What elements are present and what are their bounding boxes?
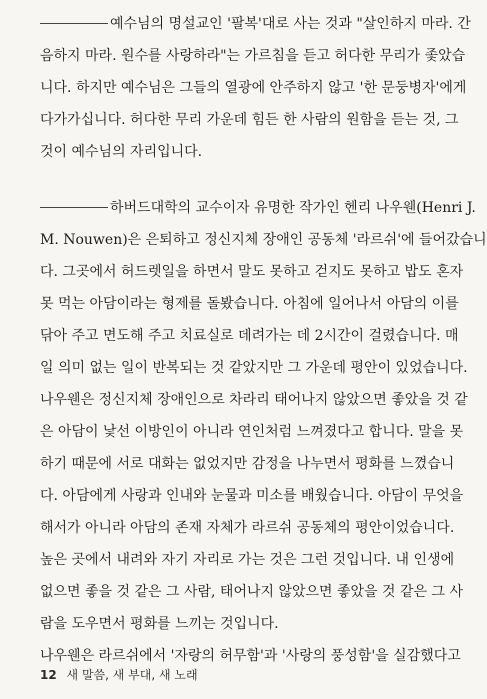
text-line: 못 먹는 아담이라는 형제를 돌봤습니다. 아침에 일어나서 아담의 이를	[40, 296, 459, 312]
paragraph-2	[40, 192, 487, 672]
text-line: 음하지 마라. 원수를 사랑하라"는 가르침을 듣고 허다한 무리가 좇았습	[40, 48, 466, 64]
text-line: 은 아담이 낯선 이방인이 아니라 연인처럼 느껴졌다고 합니다. 말을 못	[40, 424, 464, 440]
text-line: 다. 그곳에서 허드렛일을 하면서 말도 못하고 걷지도 못하고 밥도 혼자	[40, 264, 464, 280]
text-line: 높은 곳에서 내려와 자기 자리로 가는 것은 그런 것입니다. 내 인생에	[40, 552, 455, 568]
text-line: 일 의미 없는 일이 반복되는 것 같았지만 그 가운데 평안이 있었습니다.	[40, 360, 468, 376]
text-line: 예수님의 명설교인 '팔복'대로 사는 것과 "살인하지 마라. 간	[40, 8, 440, 40]
paragraph-1	[40, 8, 471, 168]
text-line: 없으면 좋을 것 같은 그 사람, 태어나지 않았으면 좋았을 것 같은 그 사	[40, 584, 463, 600]
text-line: M. Nouwen)은 은퇴하고 정신지체 장애인 공동체 '라르쉬'에 들어갔습니	[40, 232, 487, 248]
text-line: 다. 아담에게 사랑과 인내와 눈물과 미소를 배웠습니다. 아담이 무엇을	[40, 488, 464, 504]
text-line: 닦아 주고 면도해 주고 치료실로 데려가는 데 2시간이 걸렸습니다. 매	[40, 328, 459, 344]
fill-in-blank	[40, 23, 108, 24]
text-line: 나우웬은 정신지체 장애인으로 차라리 태어나지 않았으면 좋았을 것 같	[40, 392, 468, 408]
page-number: 12	[40, 668, 57, 682]
text-line: 니다. 하지만 예수님은 그들의 열광에 안주하지 않고 '한 문둥병자'에게	[40, 80, 467, 96]
page-footer	[40, 666, 198, 683]
text-line: 해서가 아니라 아담의 존재 자체가 라르쉬 공동체의 평안이었습니다.	[40, 520, 455, 536]
text-line: 것이 예수님의 자리입니다.	[40, 144, 203, 160]
running-title: 새 말씀, 새 부대, 새 노래	[66, 668, 198, 682]
text-line: 다가가십니다. 허다한 무리 가운데 힘든 한 사람의 원함을 듣는 것, 그	[40, 112, 459, 128]
text-line: 하기 때문에 서로 대화는 없었지만 감정을 나누면서 평화를 느꼈습니	[40, 456, 455, 472]
fill-in-blank	[40, 207, 108, 208]
text-line: 하버드대학의 교수이자 유명한 작가인 헨리 나우웬(Henri J.	[40, 192, 440, 224]
text-line: 람을 도우면서 평화를 느끼는 것입니다.	[40, 616, 279, 632]
text-line: 나우웬은 라르쉬에서 '자랑의 허무함'과 '사랑의 풍성함'을 실감했다고	[40, 648, 461, 664]
